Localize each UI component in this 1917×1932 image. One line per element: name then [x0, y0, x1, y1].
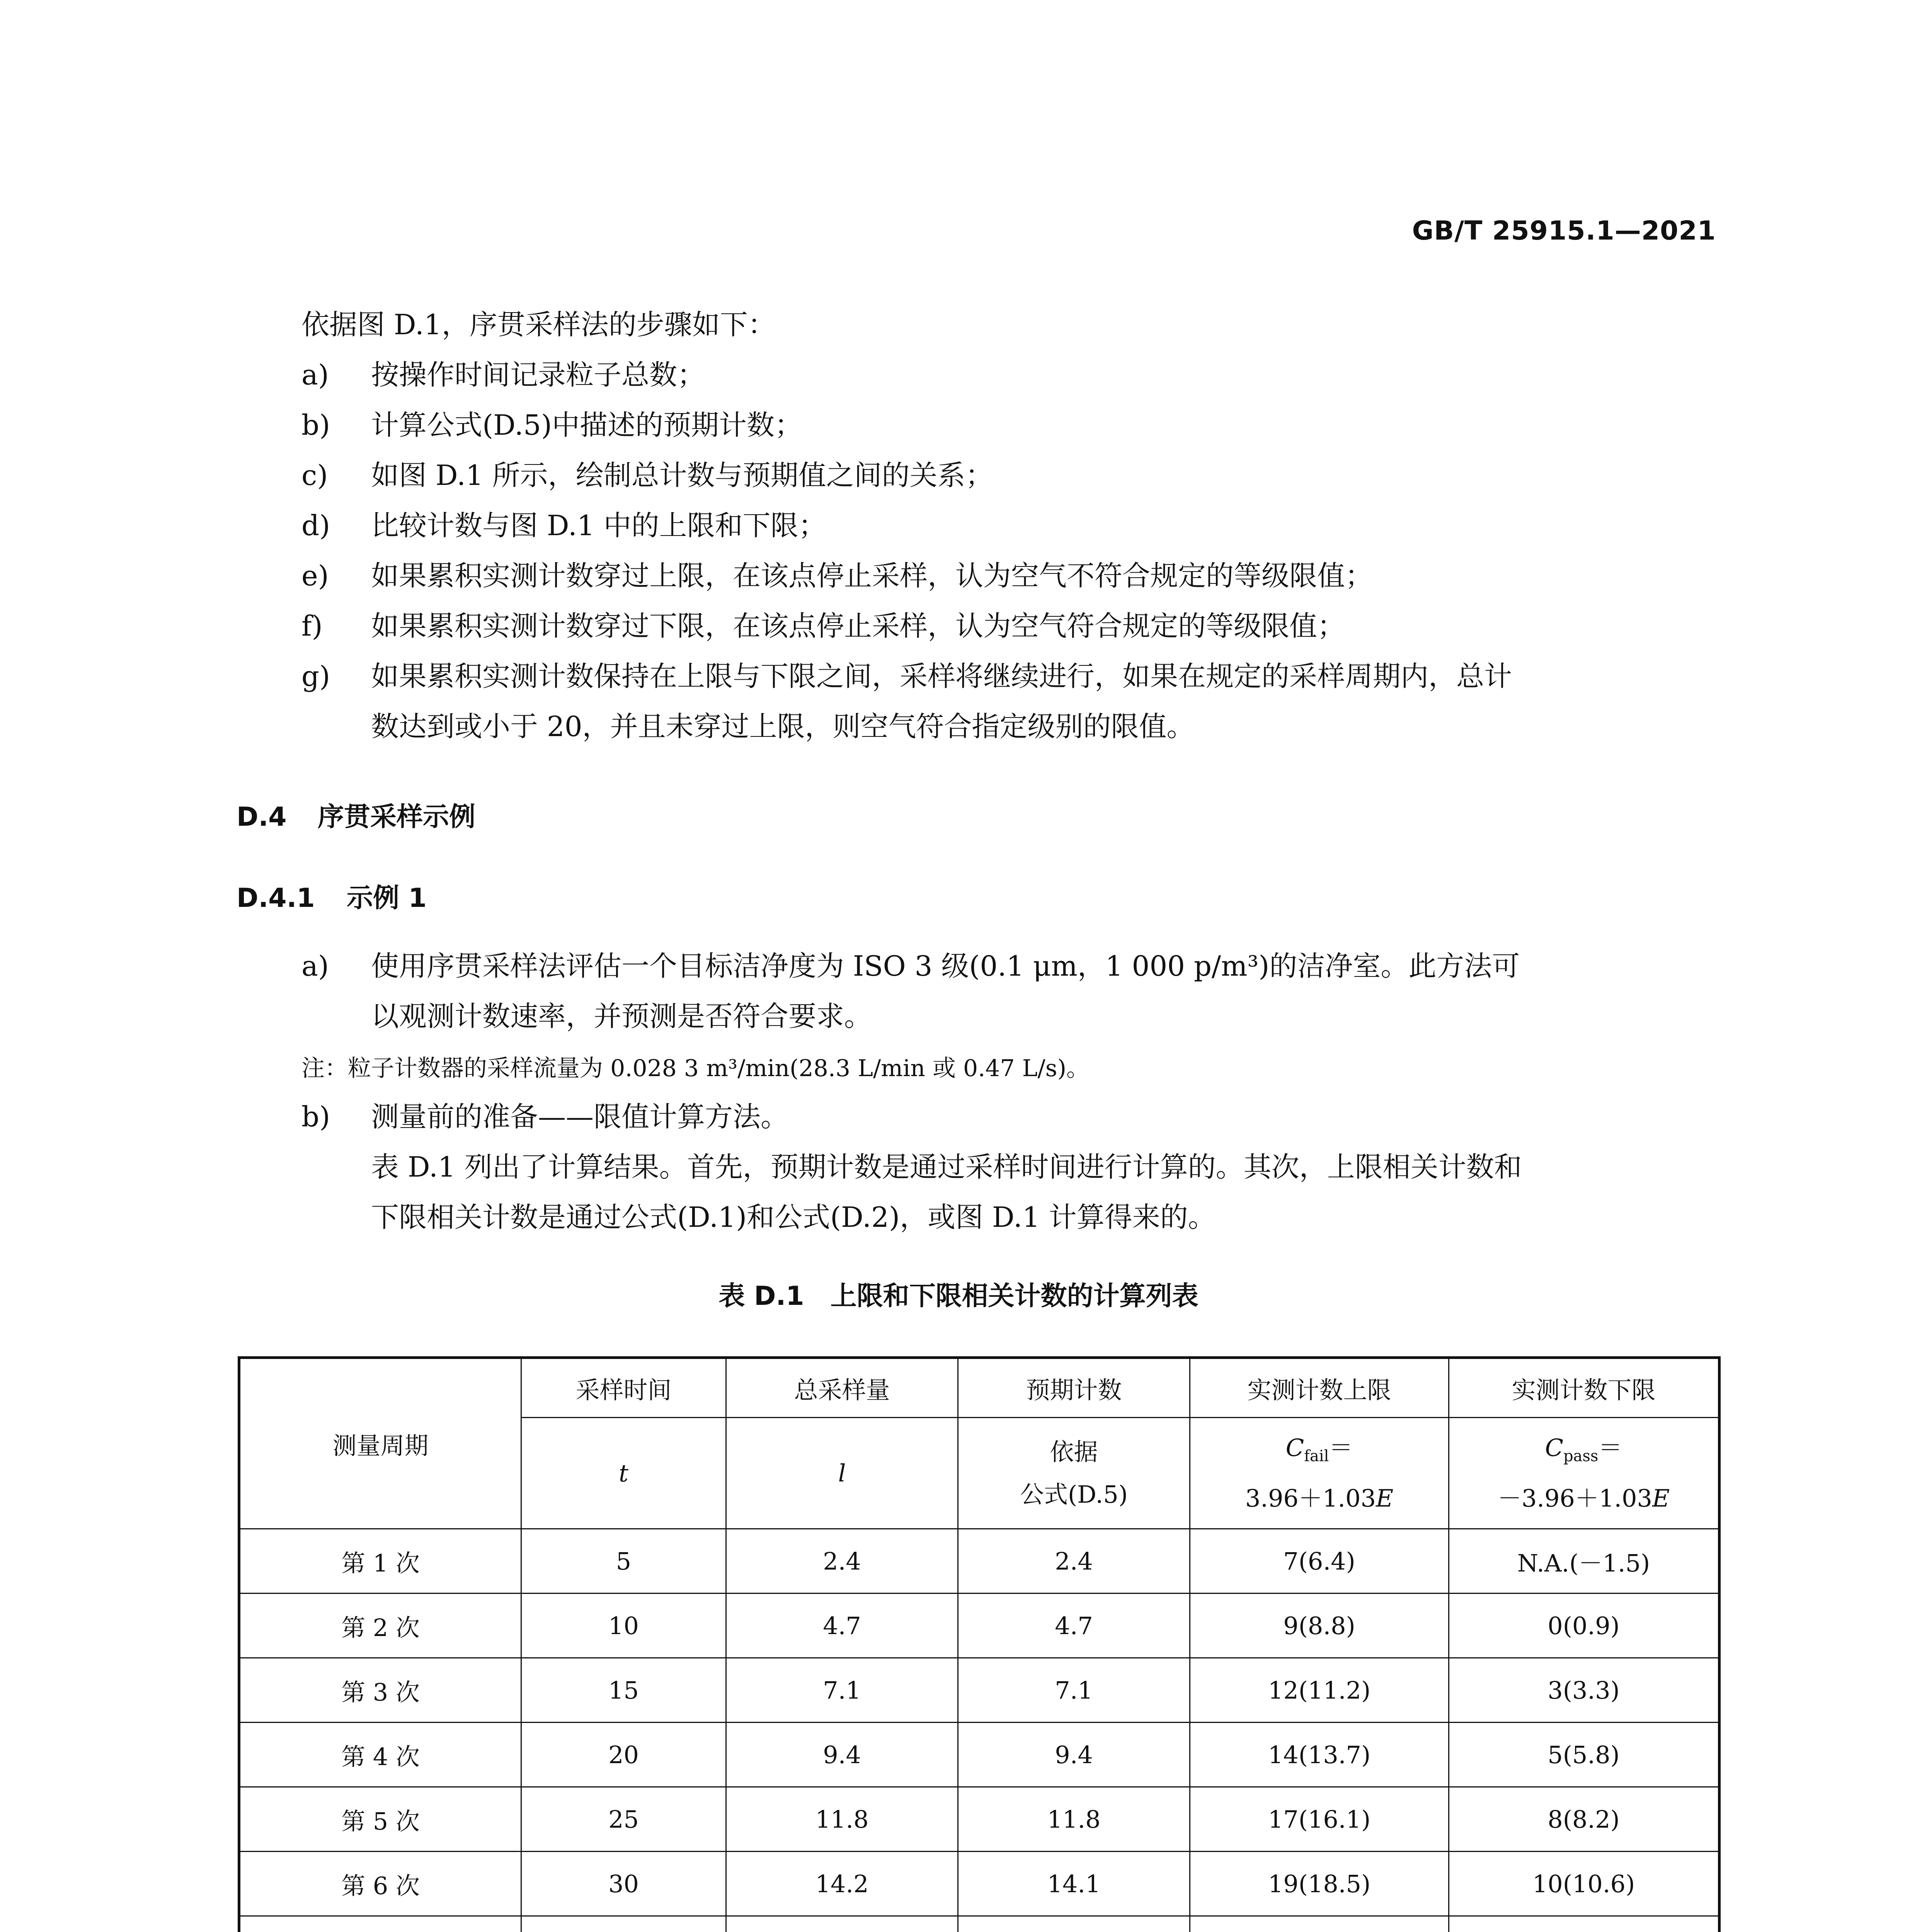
- example-a: a) 使用序贯采样法评估一个目标洁净度为 ISO 3 级(0.1 μm，1 000 p/m³)的洁净室。此方法可: [301, 950, 1520, 982]
- step-b: b) 计算公式(D.5)中描述的预期计数；: [301, 409, 803, 441]
- table-row: 第 5 次 25 11.8 11.8 17(16.1) 8(8.2): [239, 1787, 1720, 1852]
- header-symbol-t: t: [521, 1418, 726, 1529]
- subsection-heading: D.4.1 示例 1: [237, 883, 427, 913]
- table-row: 第 1 次 5 2.4 2.4 7(6.4) N.A.(－1.5): [239, 1529, 1720, 1594]
- intro-lead: 依据图 D.1，序贯采样法的步骤如下：: [301, 308, 776, 341]
- table-row: 第 6 次 30 14.2 14.1 19(18.5) 10(10.6): [239, 1852, 1720, 1916]
- table-row: 第 2 次 10 4.7 4.7 9(8.8) 0(0.9): [239, 1594, 1720, 1658]
- example-a-continued: 以观测计数速率，并预测是否符合要求。: [371, 1000, 872, 1032]
- header-pass-formula: $C_{pass}=$ －3.96＋1.03E: [1449, 1418, 1720, 1529]
- flow-note: 注：粒子计数器的采样流量为 0.028 3 m³/min(28.3 L/min 或 0.47 L/s)。: [301, 1055, 1090, 1082]
- header-sampling-time: 采样时间: [521, 1358, 726, 1418]
- table-row: 第 4 次 20 9.4 9.4 14(13.7) 5(5.8): [239, 1723, 1720, 1787]
- step-c: c) 如图 D.1 所示，绘制总计数与预期值之间的关系；: [301, 459, 993, 492]
- step-f: f) 如果累积实测计数穿过下限，在该点停止采样，认为空气符合规定的等级限值；: [301, 610, 1345, 642]
- step-e: e) 如果累积实测计数穿过上限，在该点停止采样，认为空气不符合规定的等级限值；: [301, 560, 1373, 592]
- table-row: 第 3 次 15 7.1 7.1 12(11.2) 3(3.3): [239, 1658, 1720, 1723]
- header-period: 测量周期: [239, 1358, 521, 1529]
- step-d: d) 比较计数与图 D.1 中的上限和下限；: [301, 509, 826, 542]
- header-upper-limit: 实测计数上限: [1190, 1358, 1449, 1418]
- header-fail-formula: $C_{fail}=$ 3.96＋1.03E: [1190, 1418, 1449, 1529]
- step-a: a) 按操作时间记录粒子总数；: [301, 359, 705, 391]
- limits-table: [238, 1356, 1721, 1932]
- table-caption: 表 D.1 上限和下限相关计数的计算列表: [718, 1281, 1199, 1311]
- section-heading: D.4 序贯采样示例: [237, 802, 476, 832]
- header-lower-limit: 实测计数下限: [1449, 1358, 1720, 1418]
- example-b-line2: 表 D.1 列出了计算结果。首先，预期计数是通过采样时间进行计算的。其次，上限相关计数和: [371, 1151, 1522, 1183]
- example-b: b) 测量前的准备——限值计算方法。: [301, 1100, 789, 1133]
- header-total-volume: 总采样量: [726, 1358, 958, 1418]
- header-expected-count: 预期计数: [958, 1358, 1190, 1418]
- header-symbol-l: l: [726, 1418, 958, 1529]
- example-b-line3: 下限相关计数是通过公式(D.1)和公式(D.2)，或图 D.1 计算得来的。: [371, 1201, 1216, 1233]
- step-g-continued: 数达到或小于 20，并且未穿过上限，则空气符合指定级别的限值。: [371, 710, 1195, 743]
- standard-code: GB/T 25915.1—2021: [1412, 216, 1716, 246]
- table-row: [239, 1916, 1720, 1932]
- header-expected-formula: 依据 公式(D.5): [958, 1418, 1190, 1529]
- step-g: g) 如果累积实测计数保持在上限与下限之间，采样将继续进行，如果在规定的采样周期内，总计: [301, 660, 1512, 692]
